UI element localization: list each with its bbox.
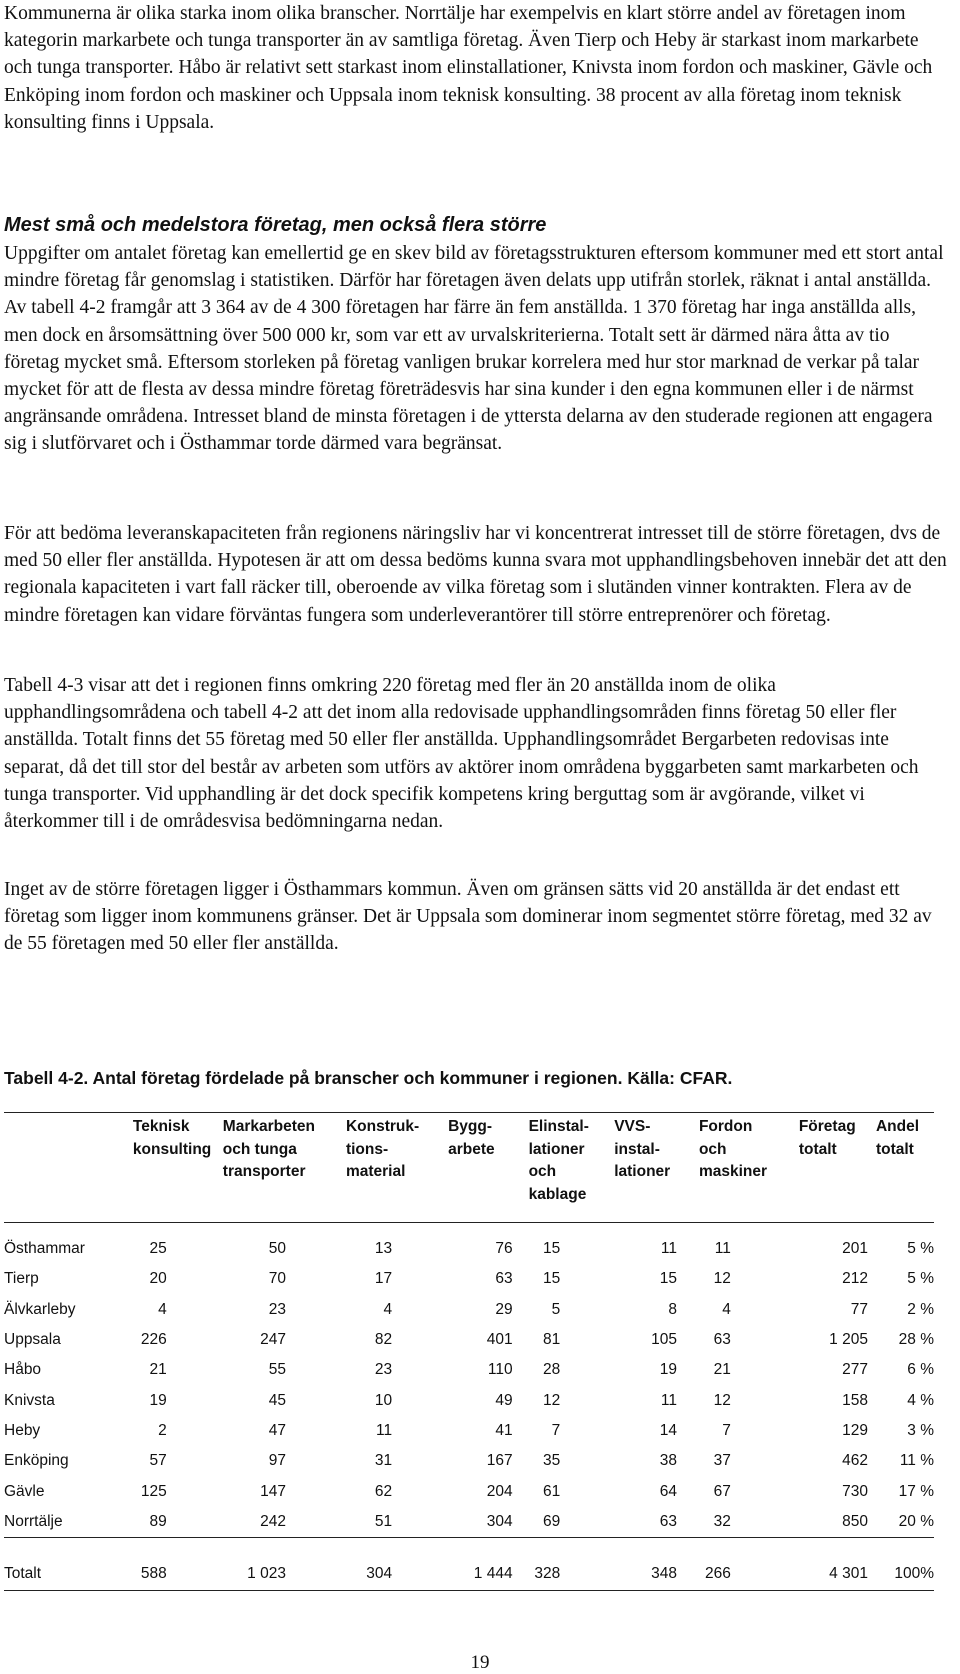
table-cell: 51 (374, 1512, 393, 1530)
total-cell: 266 (704, 1564, 731, 1582)
table-cell: 304 (486, 1512, 513, 1530)
table-cell: 125 (140, 1482, 167, 1500)
table-cell: 110 (487, 1361, 513, 1379)
table-cell: 247 (260, 1331, 286, 1349)
section-heading: Mest små och medelstora företag, men också flera större (4, 214, 547, 236)
table-cell: 850 (842, 1512, 868, 1530)
total-cell: 100% (894, 1564, 934, 1582)
table-row (4, 1446, 934, 1476)
table-row (4, 1264, 934, 1294)
table-spacer (4, 1537, 934, 1551)
table-cell: 2 (158, 1421, 167, 1439)
table-cell: 11 (714, 1240, 731, 1258)
table-cell: 11 % (899, 1452, 934, 1470)
table-cell: 45 (268, 1391, 286, 1409)
table-cell: 28 (542, 1361, 561, 1379)
table-cell: 14 (659, 1421, 677, 1439)
table-cell: 462 (842, 1452, 868, 1470)
table-cell: 70 (268, 1270, 286, 1288)
table-cell: 15 (659, 1270, 677, 1288)
table-cell: 23 (268, 1300, 286, 1318)
table-cell: 3 % (907, 1421, 934, 1439)
table-cell: 7 (551, 1421, 561, 1439)
table-cell: 23 (374, 1361, 393, 1379)
header-teknisk-konsulting: Teknisk konsulting (132, 1118, 212, 1158)
paragraph-tabell-4-3: Tabell 4-3 visar att det i regionen finns omkring 220 företag med fler än 20 anställda inom de olika upphandlingsområdena och tabell 4-2 att det inom alla redovisade upphandlingsområden finns företag 50 eller fler anställda. Totalt finns det 55 företag med 50 eller fler anställda. Upphandlingsområdet Bergarbeten redovisas inte separat, då det till stor del består av arbeten som utförs av aktörer inom områdena byggarbeten samt markarbeten och tunga transporter. Vid upphandling är det dock specifik kompetens kring berguttag som är avgörande, vilket vi återkommer till i de områdesvisa bedömningarna nedan. (4, 675, 919, 833)
row-municipality: Tierp (4, 1270, 39, 1288)
table-cell: 8 (668, 1300, 677, 1318)
total-label: Totalt (4, 1564, 42, 1582)
table-total-body (4, 1551, 934, 1597)
paragraph-osthammar: Inget av de större företagen ligger i Östhammars kommun. Även om gränsen sätts vid 20 anställda är det endast ett företag som ligger inom kommunens gränser. Det är Uppsala som dominerar inom segmentet större företag, med 32 av de 55 företagen med 50 eller fler anställda. (4, 879, 932, 955)
table-cell: 17 (374, 1270, 393, 1288)
table-cell: 55 (268, 1361, 286, 1379)
table-cell: 20 (149, 1270, 167, 1288)
paragraph-leveranskapacitet: För att bedöma leveranskapaciteten från regionens näringsliv har vi koncentrerat intresset till de större företagen, dvs de med 50 eller fler anställda. Hypotesen är att om dessa bedöms kunna svara mot upphandlingsbehoven innebär det att den regionala kapaciteten i vart fall räcker till, oberoende av vilka företag som i slutänden vinner kontrakten. Flera av de mindre företagen kan vidare förväntas fungera som underleverantörer till större entreprenörer och företag. (4, 523, 947, 626)
table-cell: 76 (495, 1240, 513, 1258)
table-cell: 242 (260, 1512, 286, 1530)
header-elinstallationer: Elinstal-lationer och kablage (528, 1118, 589, 1203)
total-cell: 4 301 (829, 1564, 868, 1582)
table-cell: 147 (260, 1482, 286, 1500)
table-cell: 167 (486, 1452, 513, 1470)
total-cell: 304 (366, 1564, 393, 1582)
row-municipality: Norrtälje (4, 1512, 63, 1530)
table-cell: 4 (383, 1300, 393, 1318)
table-cell: 31 (374, 1452, 393, 1470)
table-cell: 57 (149, 1452, 167, 1470)
table-cell: 105 (651, 1331, 677, 1349)
table-cell: 4 (722, 1300, 731, 1318)
row-municipality: Enköping (4, 1452, 69, 1470)
row-municipality: Gävle (4, 1482, 45, 1500)
table-cell: 21 (149, 1361, 167, 1379)
row-municipality: Håbo (4, 1361, 42, 1379)
row-municipality: Heby (4, 1421, 41, 1439)
table-cell: 158 (842, 1391, 868, 1409)
table-cell: 77 (850, 1300, 868, 1318)
table-cell: 730 (842, 1482, 868, 1500)
row-municipality: Älvkarleby (4, 1300, 76, 1318)
table-cell: 277 (842, 1361, 868, 1379)
table-cell: 41 (495, 1421, 513, 1439)
row-municipality: Uppsala (4, 1331, 61, 1349)
table-cell: 21 (713, 1361, 731, 1379)
table-cell: 11 (660, 1240, 677, 1258)
table-cell: 5 % (907, 1270, 934, 1288)
table-cell: 61 (542, 1482, 561, 1500)
header-vvs-installationer: VVS-instal-lationer (614, 1118, 671, 1180)
table-cell: 129 (842, 1421, 868, 1439)
page-number: 19 (470, 1652, 490, 1673)
table-total-row (4, 1551, 934, 1597)
row-municipality: Knivsta (4, 1391, 55, 1409)
table-cell: 50 (268, 1240, 286, 1258)
table-top-rule (4, 1112, 934, 1113)
industry-by-municipality-table (4, 1116, 934, 1597)
table-cell: 226 (140, 1331, 167, 1349)
table-row (4, 1385, 934, 1415)
table-cell: 69 (542, 1512, 561, 1530)
table-cell: 28 % (898, 1331, 934, 1349)
row-municipality: Östhammar (4, 1240, 85, 1258)
table-row (4, 1507, 934, 1537)
table-cell: 13 (374, 1240, 393, 1258)
table-cell: 20 % (898, 1512, 934, 1530)
table-cell: 5 (551, 1300, 561, 1318)
table-cell: 19 (149, 1391, 167, 1409)
total-cell: 588 (140, 1564, 167, 1582)
table-cell: 12 (713, 1391, 731, 1409)
table-cell: 15 (542, 1270, 561, 1288)
table-cell: 15 (542, 1240, 561, 1258)
table-cell: 7 (722, 1421, 731, 1439)
paragraph-kommuner: Kommunerna är olika starka inom olika branscher. Norrtälje har exempelvis en klart större andel av företagen inom kategorin markarbete och tunga transporter än av samtliga företag. Även Tierp och Heby är starkast inom markarbete och tunga transporter. Håbo är relativt sett starkast inom elinstallationer, Knivsta inom fordon och maskiner, Gävle och Enköping inom fordon och maskiner och Uppsala inom teknisk konsulting. 38 procent av alla företag inom teknisk konsulting finns i Uppsala. (4, 3, 933, 133)
table-row (4, 1416, 934, 1446)
total-cell: 328 (534, 1564, 561, 1582)
table-cell: 38 (659, 1452, 677, 1470)
header-andel-totalt: Andel totalt (875, 1118, 920, 1158)
table-row (4, 1355, 934, 1385)
table-spacer (4, 1220, 934, 1234)
table-row (4, 1234, 934, 1264)
table-cell: 2 % (907, 1300, 934, 1318)
table-cell: 212 (842, 1270, 868, 1288)
header-byggarbete: Bygg-arbete (448, 1118, 495, 1158)
table-cell: 19 (659, 1361, 677, 1379)
header-municipality (4, 1116, 119, 1220)
table-cell: 29 (495, 1300, 513, 1318)
table-cell: 401 (486, 1331, 513, 1349)
table-cell: 47 (268, 1421, 286, 1439)
header-foretag-totalt: Företag totalt (798, 1118, 856, 1158)
table-cell: 4 % (907, 1391, 934, 1409)
table-row (4, 1295, 934, 1325)
table-cell: 63 (659, 1512, 677, 1530)
table-cell: 201 (842, 1240, 868, 1258)
total-cell: 1 444 (473, 1564, 513, 1582)
table-cell: 25 (149, 1240, 167, 1258)
table-body (4, 1220, 934, 1551)
table-cell: 17 % (898, 1482, 934, 1500)
table-cell: 35 (542, 1452, 561, 1470)
table-cell: 37 (713, 1452, 731, 1470)
paragraph-foretagsstorlek: Uppgifter om antalet företag kan emellertid ge en skev bild av företagsstrukturen eftersom kommuner med ett stort antal mindre företag får genomslag i statistiken. Därför har företagen även delats upp utifrån storlek, räknat i antal anställda. Av tabell 4-2 framgår att 3 364 av de 4 300 företagen har färre än fem anställda. 1 370 företag har inga anställda alls, men dock en årsomsättning över 500 000 kr, som var ett av urvalskriterierna. Totalt sett är därmed nära åtta av tio företag mycket små. Eftersom storleken på företag vanligen brukar korrelera med hur stor marknad de verkar på talar mycket för att de flesta av dessa mindre företag företrädesvis har sina kunder i den egna kommunen eller i de närmst angränsande områdena. Intresset bland de minsta företagen i de yttersta delarna av den studerade regionen att engagera sig i slutförvaret och i Östhammar torde därmed vara begränsat. (4, 243, 944, 455)
table-cell: 11 (376, 1421, 393, 1439)
table-row (4, 1325, 934, 1355)
table-cell: 4 (158, 1300, 167, 1318)
table-cell: 6 % (907, 1361, 934, 1379)
table-row (4, 1476, 934, 1506)
table-cell: 63 (713, 1331, 731, 1349)
table-caption: Tabell 4-2. Antal företag fördelade på branscher och kommuner i regionen. Källa: CFAR. (4, 1068, 733, 1088)
header-markarbeten: Markarbeten och tunga transporter (222, 1118, 315, 1180)
header-fordon-och-maskiner: Fordon och maskiner (698, 1118, 768, 1180)
table-cell: 49 (495, 1391, 513, 1409)
table-cell: 82 (374, 1331, 393, 1349)
total-cell: 1 023 (247, 1564, 286, 1582)
table-cell: 97 (268, 1452, 286, 1470)
table-cell: 32 (713, 1512, 731, 1530)
table-header-row (4, 1116, 934, 1220)
table-cell: 12 (713, 1270, 731, 1288)
table-cell: 1 205 (829, 1331, 868, 1349)
table-cell: 81 (542, 1331, 561, 1349)
table-cell: 10 (374, 1391, 393, 1409)
table-cell: 204 (486, 1482, 513, 1500)
table-cell: 62 (374, 1482, 393, 1500)
table-cell: 67 (713, 1482, 731, 1500)
table-cell: 12 (542, 1391, 561, 1409)
table-cell: 89 (149, 1512, 167, 1530)
table-cell: 5 % (907, 1240, 934, 1258)
table-cell: 63 (495, 1270, 513, 1288)
table-cell: 64 (659, 1482, 677, 1500)
table-cell: 11 (660, 1391, 677, 1409)
total-cell: 348 (651, 1564, 677, 1582)
header-konstruktionsmaterial: Konstruk-tions-material (345, 1118, 420, 1180)
